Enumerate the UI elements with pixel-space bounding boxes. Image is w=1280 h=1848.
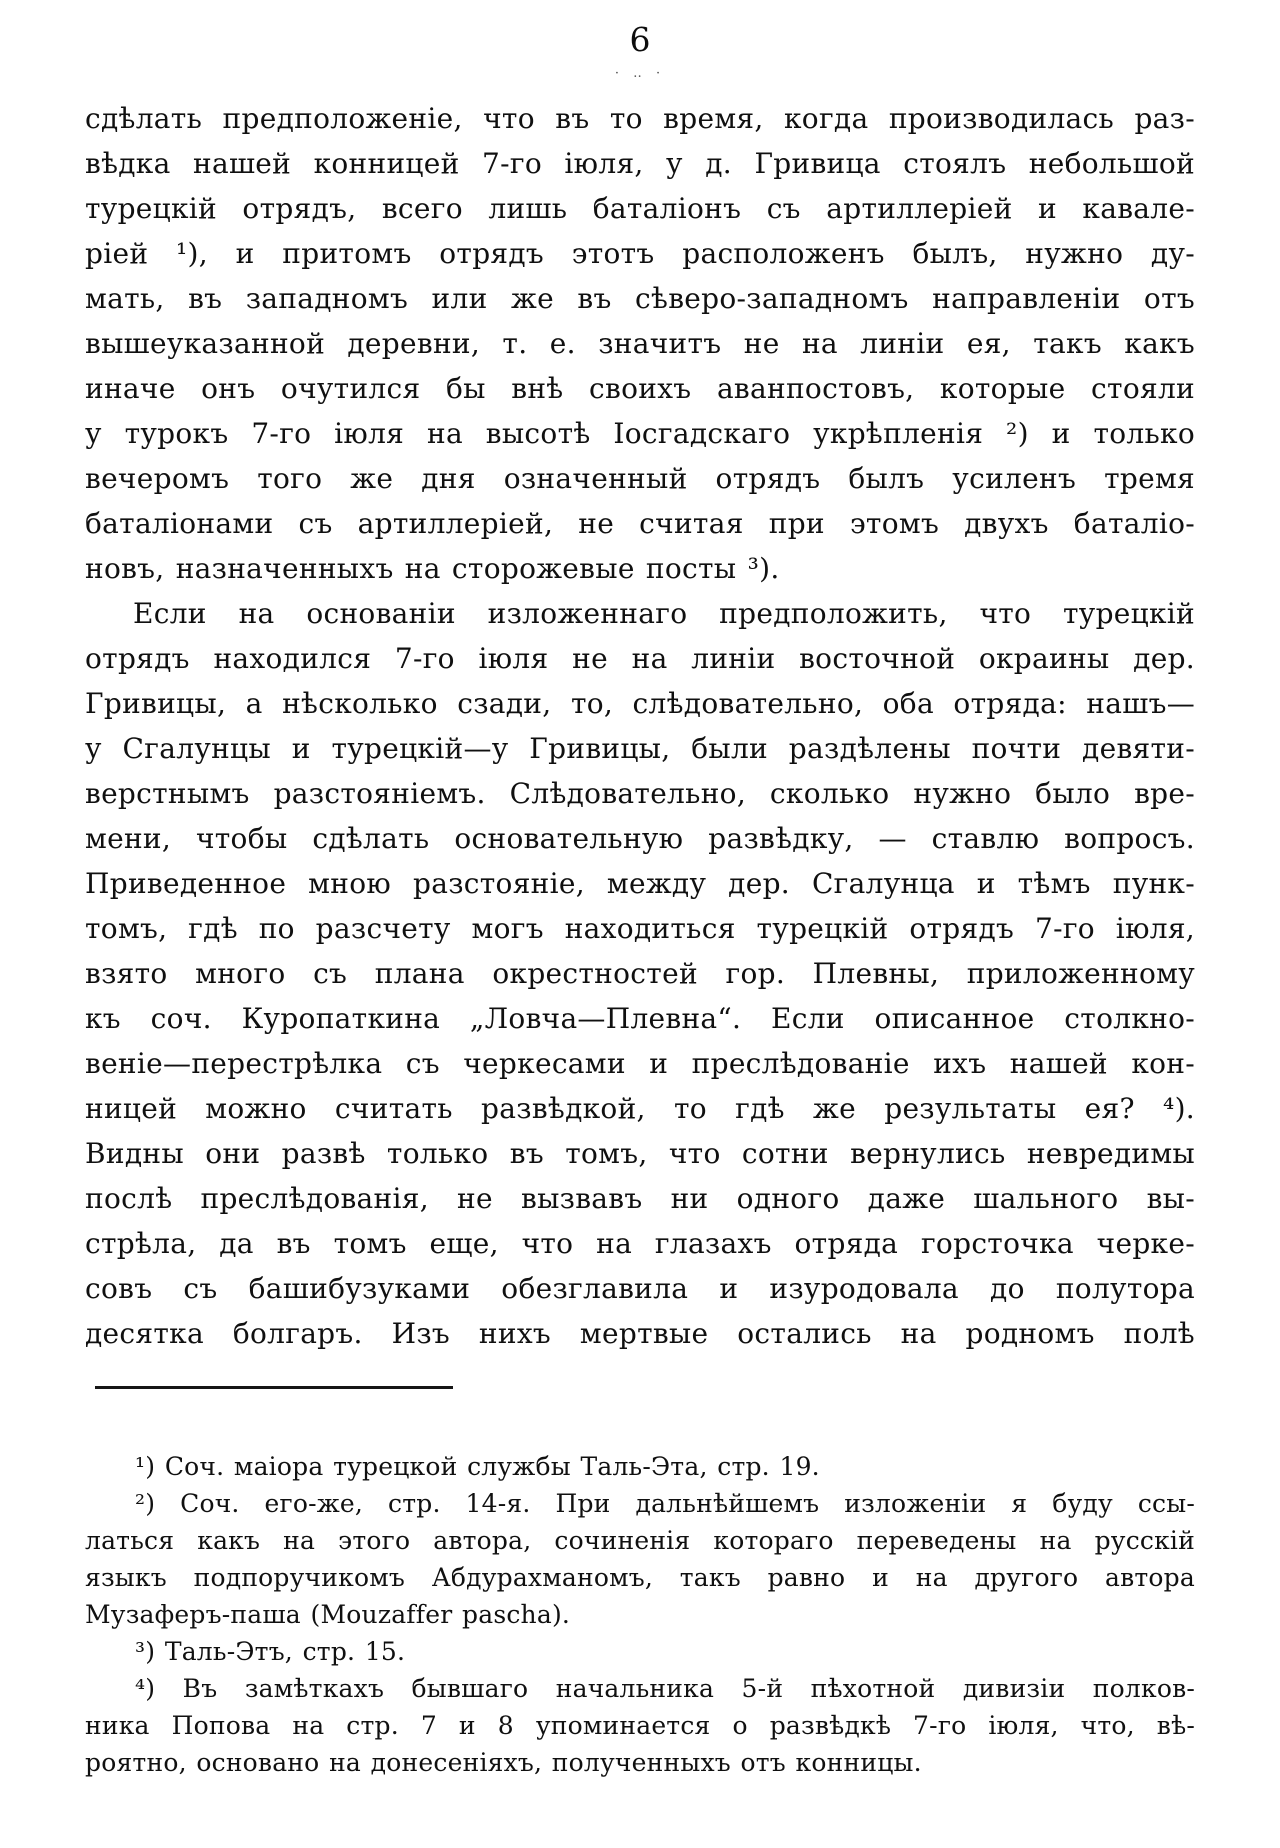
body-line: у Сгалунцы и турецкій—у Гривицы, были раздѣлены почти девяти- xyxy=(85,732,1195,765)
footnote-line: ⁴) Въ замѣткахъ бывшаго начальника 5-й пѣхотной дивизіи полков- xyxy=(135,1674,1195,1703)
body-line: послѣ преслѣдованія, не вызвавъ ни одного даже шального вы- xyxy=(85,1182,1195,1215)
footnotes xyxy=(85,1448,1195,1781)
footnote-line: роятно, основано на донесеніяхъ, полученныхъ отъ конницы. xyxy=(85,1748,922,1777)
body-line: вышеуказанной деревни, т. е. значитъ не на линіи ея, такъ какъ xyxy=(85,327,1195,360)
body-line: сдѣлать предположеніе, что въ то время, когда производилась раз- xyxy=(85,102,1195,135)
footnote-line: ¹) Соч. маіора турецкой службы Таль-Эта, стр. 19. xyxy=(135,1452,820,1481)
body-line: Если на основаніи изложеннаго предположить, что турецкій xyxy=(133,597,1195,630)
page-number: 6 xyxy=(629,20,651,59)
footnote-line: ника Попова на стр. 7 и 8 упоминается о развѣдкѣ 7-го іюля, что, вѣ- xyxy=(85,1711,1195,1740)
body-line: вечеромъ того же дня означенный отрядъ былъ усиленъ тремя xyxy=(85,462,1195,495)
body-line: совъ съ башибузуками обезглавила и изуродовала до полутора xyxy=(85,1272,1195,1305)
footnote-line: ²) Соч. его-же, стр. 14-я. При дальнѣйшемъ изложеніи я буду ссы- xyxy=(135,1489,1195,1518)
body-line: десятка болгаръ. Изъ нихъ мертвые остались на родномъ полѣ xyxy=(85,1317,1195,1350)
body-line: ріей ¹), и притомъ отрядъ этотъ расположенъ былъ, нужно ду- xyxy=(85,237,1195,270)
body-line: у турокъ 7-го іюля на высотѣ Іосгадскаго укрѣпленія ²) и только xyxy=(85,417,1195,450)
footnote-line: Музаферъ-паша (Mouzaffer pascha). xyxy=(85,1600,571,1629)
body-line: мени, чтобы сдѣлать основательную развѣдку, — ставлю вопросъ. xyxy=(85,822,1195,855)
body-line: веніе—перестрѣлка съ черкесами и преслѣдованіе ихъ нашей кон- xyxy=(85,1047,1195,1080)
body-line: Приведенное мною разстояніе, между дер. Сгалунца и тѣмъ пунк- xyxy=(85,867,1195,900)
body-line: отрядъ находился 7-го іюля не на линіи восточной окраины дер. xyxy=(85,642,1195,675)
body-line: стрѣла, да въ томъ еще, что на глазахъ отряда горсточка черке- xyxy=(85,1227,1195,1260)
body-line: баталіонами съ артиллеріей, не считая при этомъ двухъ баталіо- xyxy=(85,507,1195,540)
footnote-line: ³) Таль-Этъ, стр. 15. xyxy=(135,1637,406,1666)
footnote-line: языкъ подпоручикомъ Абдурахманомъ, такъ равно и на другого автора xyxy=(85,1563,1195,1592)
footnote-line: латься какъ на этого автора, сочиненія котораго переведены на русскій xyxy=(85,1526,1195,1555)
body-line: къ соч. Куропаткина „Ловча—Плевна“. Если описанное столкно- xyxy=(85,1002,1195,1035)
body-line: иначе онъ очутился бы внѣ своихъ аванпостовъ, которые стояли xyxy=(85,372,1195,405)
body-line: турецкій отрядъ, всего лишь баталіонъ съ артиллеріей и кавале- xyxy=(85,192,1195,225)
footnote-separator xyxy=(95,1386,453,1389)
body-line: томъ, гдѣ по разсчету могъ находиться турецкій отрядъ 7-го іюля, xyxy=(85,912,1195,945)
body-text xyxy=(85,96,1195,1356)
body-line: вѣдка нашей конницей 7-го іюля, у д. Гривица стоялъ небольшой xyxy=(85,147,1195,180)
body-line: Гривицы, а нѣсколько сзади, то, слѣдовательно, оба отряда: нашъ— xyxy=(85,687,1195,720)
body-line: мать, въ западномъ или же въ сѣверо-западномъ направленіи отъ xyxy=(85,282,1195,315)
page-ornament: · ‥ · xyxy=(614,66,666,81)
body-line: верстнымъ разстояніемъ. Слѣдовательно, сколько нужно было вре- xyxy=(85,777,1195,810)
body-line: новъ, назначенныхъ на сторожевые посты ³). xyxy=(85,552,780,585)
body-line: ницей можно считать развѣдкой, то гдѣ же результаты ея? ⁴). xyxy=(85,1092,1195,1125)
body-line: Видны они развѣ только въ томъ, что сотни вернулись невредимы xyxy=(85,1137,1195,1170)
body-line: взято много съ плана окрестностей гор. Плевны, приложенному xyxy=(85,957,1195,990)
